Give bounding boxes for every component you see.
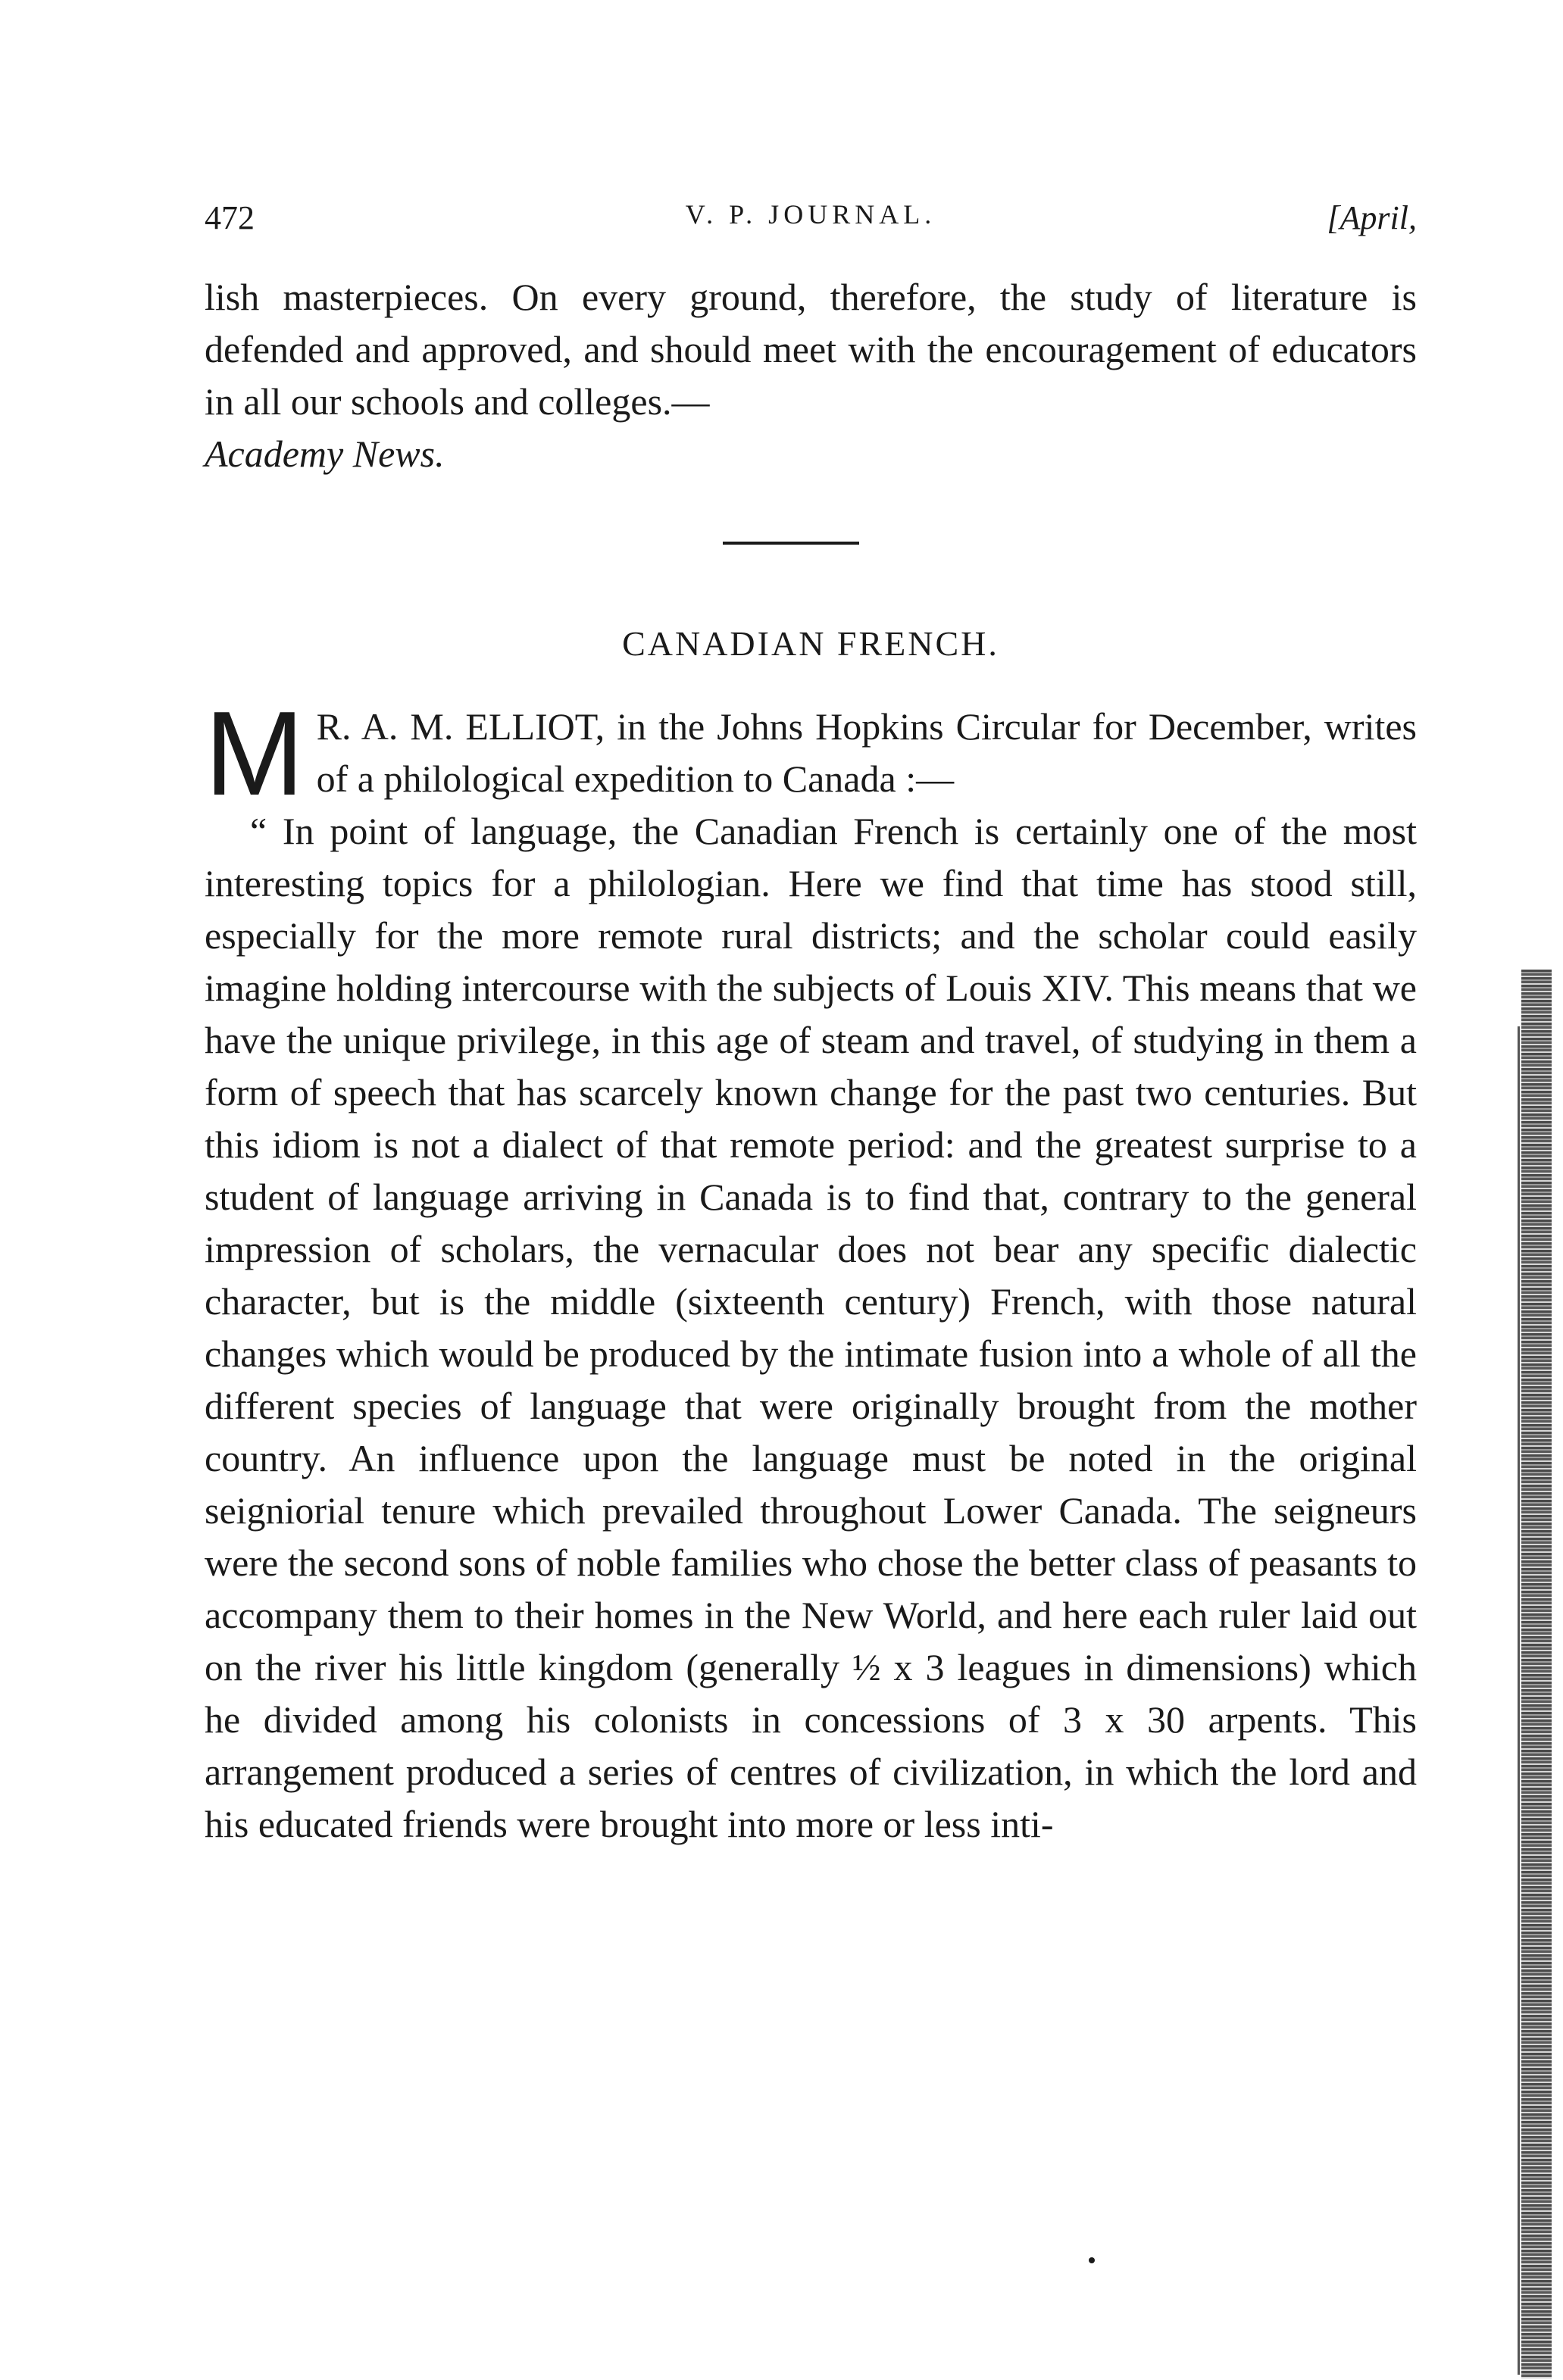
opening-text: R. A. M. ELLIOT, in the Johns Hopkins Circular for December, writes of a philological expedition to Canada :—: [316, 705, 1417, 800]
previous-article-ending: [205, 271, 1417, 480]
scan-edge-strip: [1521, 970, 1552, 2378]
drop-cap: M: [205, 687, 305, 820]
scan-edge-line: [1518, 1026, 1520, 2375]
article-heading: CANADIAN FRENCH.: [622, 624, 999, 663]
article-body: [205, 687, 1417, 1851]
section-divider: [723, 542, 859, 545]
quote-paragraph: “ In point of language, the Canadian French is certainly one of the most interesting topics for a philologian. Here we find that time has stood still, especially for the more remote rural districts; and the scholar could easily imagine holding intercourse with the subjects of Louis XIV. This means that we have the unique privilege, in this age of steam and travel, of studying in them a form of speech that has scarcely known change for the past two centuries. But this idiom is not a dialect of that remote period: and the greatest surprise to a student of language arriving in Canada is to find that, contrary to the general impression of scholars, the vernacular does not bear any specific dialectic character, but is the middle (sixteenth century) French, with those natural changes which would be produced by the intimate fusion into a whole of all the different species of language that were originally brought from the mother country. An influence upon the language must be noted in the original seigniorial tenure which prevailed throughout Lower Canada. The seigneurs were the second sons of noble families who chose the better class of peasants to accompany them to their homes in the New World, and here each ruler laid out on the river his little kingdom (generally ½ x 3 leagues in dimensions) which he divided among his colonists in concessions of 3 x 30 arpents. This arrangement produced a series of centres of civilization, in which the lord and his educated friends were brought into more or less inti-: [205, 810, 1417, 1845]
intro-text: lish masterpieces. On every ground, therefore, the study of literature is defended and approved, and should meet with the encouragement of educators in all our schools and colleges.—: [205, 276, 1417, 423]
opening-paragraph: [205, 687, 1417, 820]
page-number: 472: [205, 199, 255, 236]
source-citation: Academy News.: [205, 433, 445, 475]
journal-title: V. P. JOURNAL.: [685, 199, 936, 230]
issue-month: [April,: [1327, 199, 1417, 236]
ink-speck: [1089, 2257, 1095, 2263]
intro-paragraph: [205, 271, 1417, 480]
running-head: [205, 198, 1417, 244]
